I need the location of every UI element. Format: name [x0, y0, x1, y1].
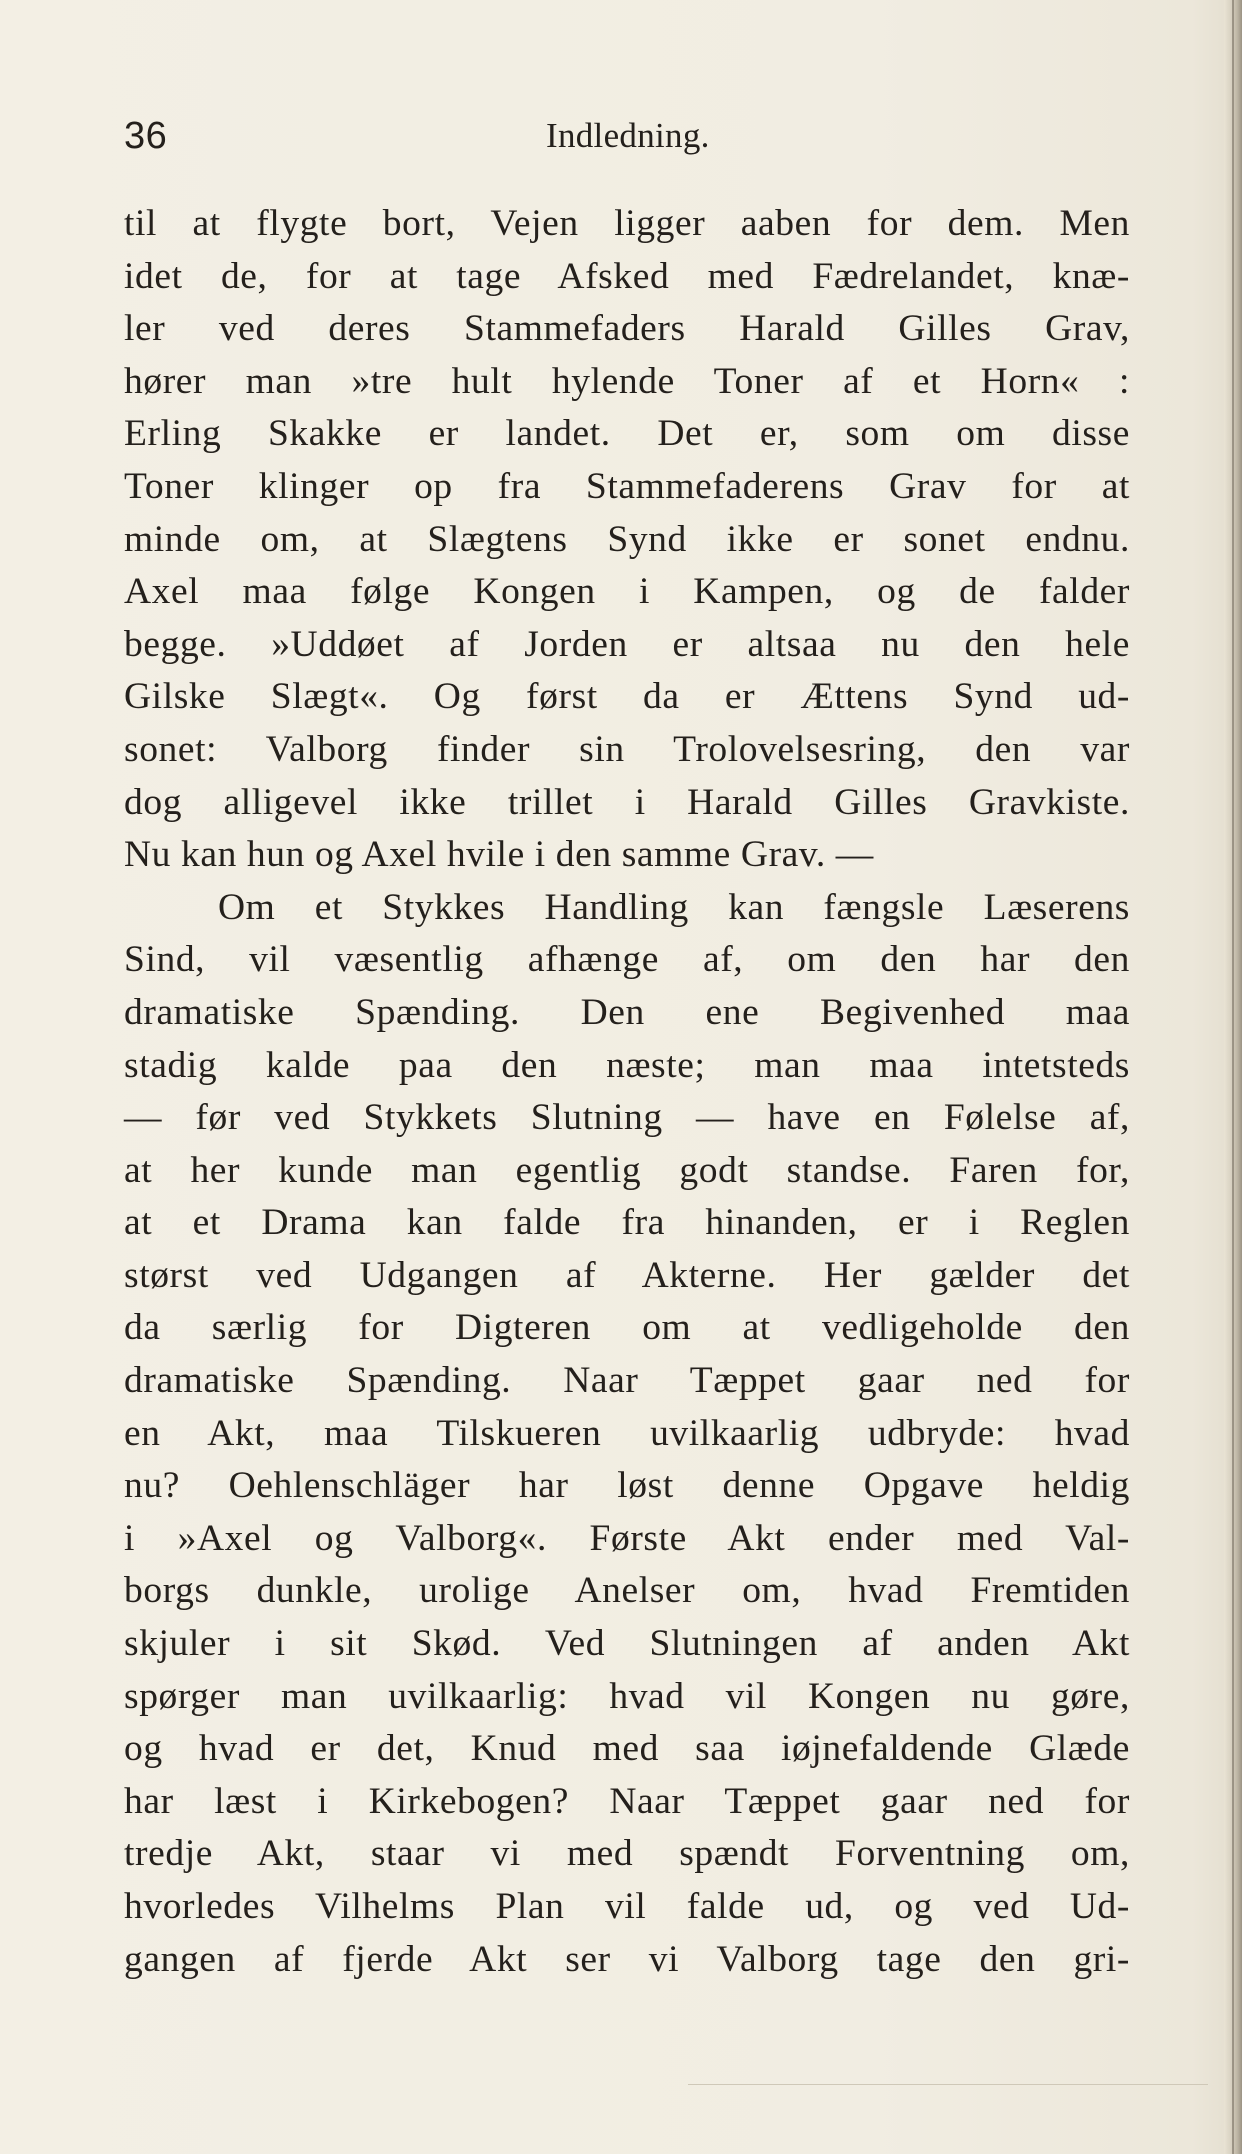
text-line: — før ved Stykkets Slutning — have en Følelse af,	[124, 1097, 1130, 1139]
text-line: sonet: Valborg finder sin Trolovelsesring, den var	[124, 728, 1130, 770]
text-line: størst ved Udgangen af Akterne. Her gælder det	[124, 1254, 1130, 1296]
text-line-paragraph-end: Nu kan hun og Axel hvile i den samme Grav. —	[124, 834, 874, 876]
text-line: Sind, vil væsentlig afhænge af, om den har den	[124, 939, 1130, 981]
page-header	[124, 108, 1124, 164]
text-line: stadig kalde paa den næste; man maa intetsteds	[124, 1044, 1130, 1086]
text-line: i »Axel og Valborg«. Første Akt ender med Val-	[124, 1517, 1130, 1559]
text-line: nu? Oehlenschläger har løst denne Opgave heldig	[124, 1465, 1130, 1507]
text-line: begge. »Uddøet af Jorden er altsaa nu den hele	[124, 623, 1130, 665]
text-line: ler ved deres Stammefaders Harald Gilles Grav,	[124, 308, 1130, 350]
text-line: Gilske Slægt«. Og først da er Ættens Synd ud-	[124, 676, 1130, 718]
text-line: Erling Skakke er landet. Det er, som om disse	[124, 413, 1130, 455]
text-line: dog alligevel ikke trillet i Harald Gilles Gravkiste.	[124, 781, 1130, 823]
page-number: 36	[124, 115, 168, 157]
text-line: til at flygte bort, Vejen ligger aaben for dem. Men	[124, 203, 1130, 244]
text-line: har læst i Kirkebogen? Naar Tæppet gaar ned for	[124, 1780, 1130, 1822]
page-edge-line	[1232, 0, 1234, 2154]
text-line: spørger man uvilkaarlig: hvad vil Kongen nu gøre,	[124, 1675, 1130, 1717]
text-line: og hvad er det, Knud med saa iøjnefaldende Glæde	[124, 1728, 1130, 1770]
text-line-paragraph-start: Om et Stykkes Handling kan fængsle Læserens	[218, 886, 1130, 928]
text-line: at et Drama kan falde fra hinanden, er i Reglen	[124, 1202, 1130, 1244]
running-head: Indledning.	[546, 116, 710, 155]
text-line: at her kunde man egentlig godt standse. Faren for,	[124, 1149, 1130, 1191]
text-line: da særlig for Digteren om at vedligeholde den	[124, 1307, 1130, 1349]
text-line: minde om, at Slægtens Synd ikke er sonet endnu.	[124, 518, 1130, 560]
bottom-rule	[688, 2084, 1208, 2085]
text-line: idet de, for at tage Afsked med Fædrelandet, knæ-	[124, 255, 1130, 297]
text-line: tredje Akt, staar vi med spændt Forventning om,	[124, 1833, 1130, 1875]
text-line: dramatiske Spænding. Naar Tæppet gaar ned for	[124, 1360, 1130, 1402]
text-line: skjuler i sit Skød. Ved Slutningen af anden Akt	[124, 1623, 1130, 1665]
text-line: hører man »tre hult hylende Toner af et Horn« :	[124, 360, 1130, 402]
text-line: dramatiske Spænding. Den ene Begivenhed maa	[124, 991, 1130, 1033]
text-line: borgs dunkle, urolige Anelser om, hvad Fremtiden	[124, 1570, 1130, 1612]
text-line: hvorledes Vilhelms Plan vil falde ud, og ved Ud-	[124, 1886, 1130, 1927]
text-line: Toner klinger op fra Stammefaderens Grav for at	[124, 465, 1130, 507]
body-text	[124, 198, 1130, 1986]
text-line: en Akt, maa Tilskueren uvilkaarlig udbryde: hvad	[124, 1412, 1130, 1454]
text-line: Axel maa følge Kongen i Kampen, og de falder	[124, 571, 1130, 613]
text-line: gangen af fjerde Akt ser vi Valborg tage den gri-	[124, 1938, 1130, 1980]
